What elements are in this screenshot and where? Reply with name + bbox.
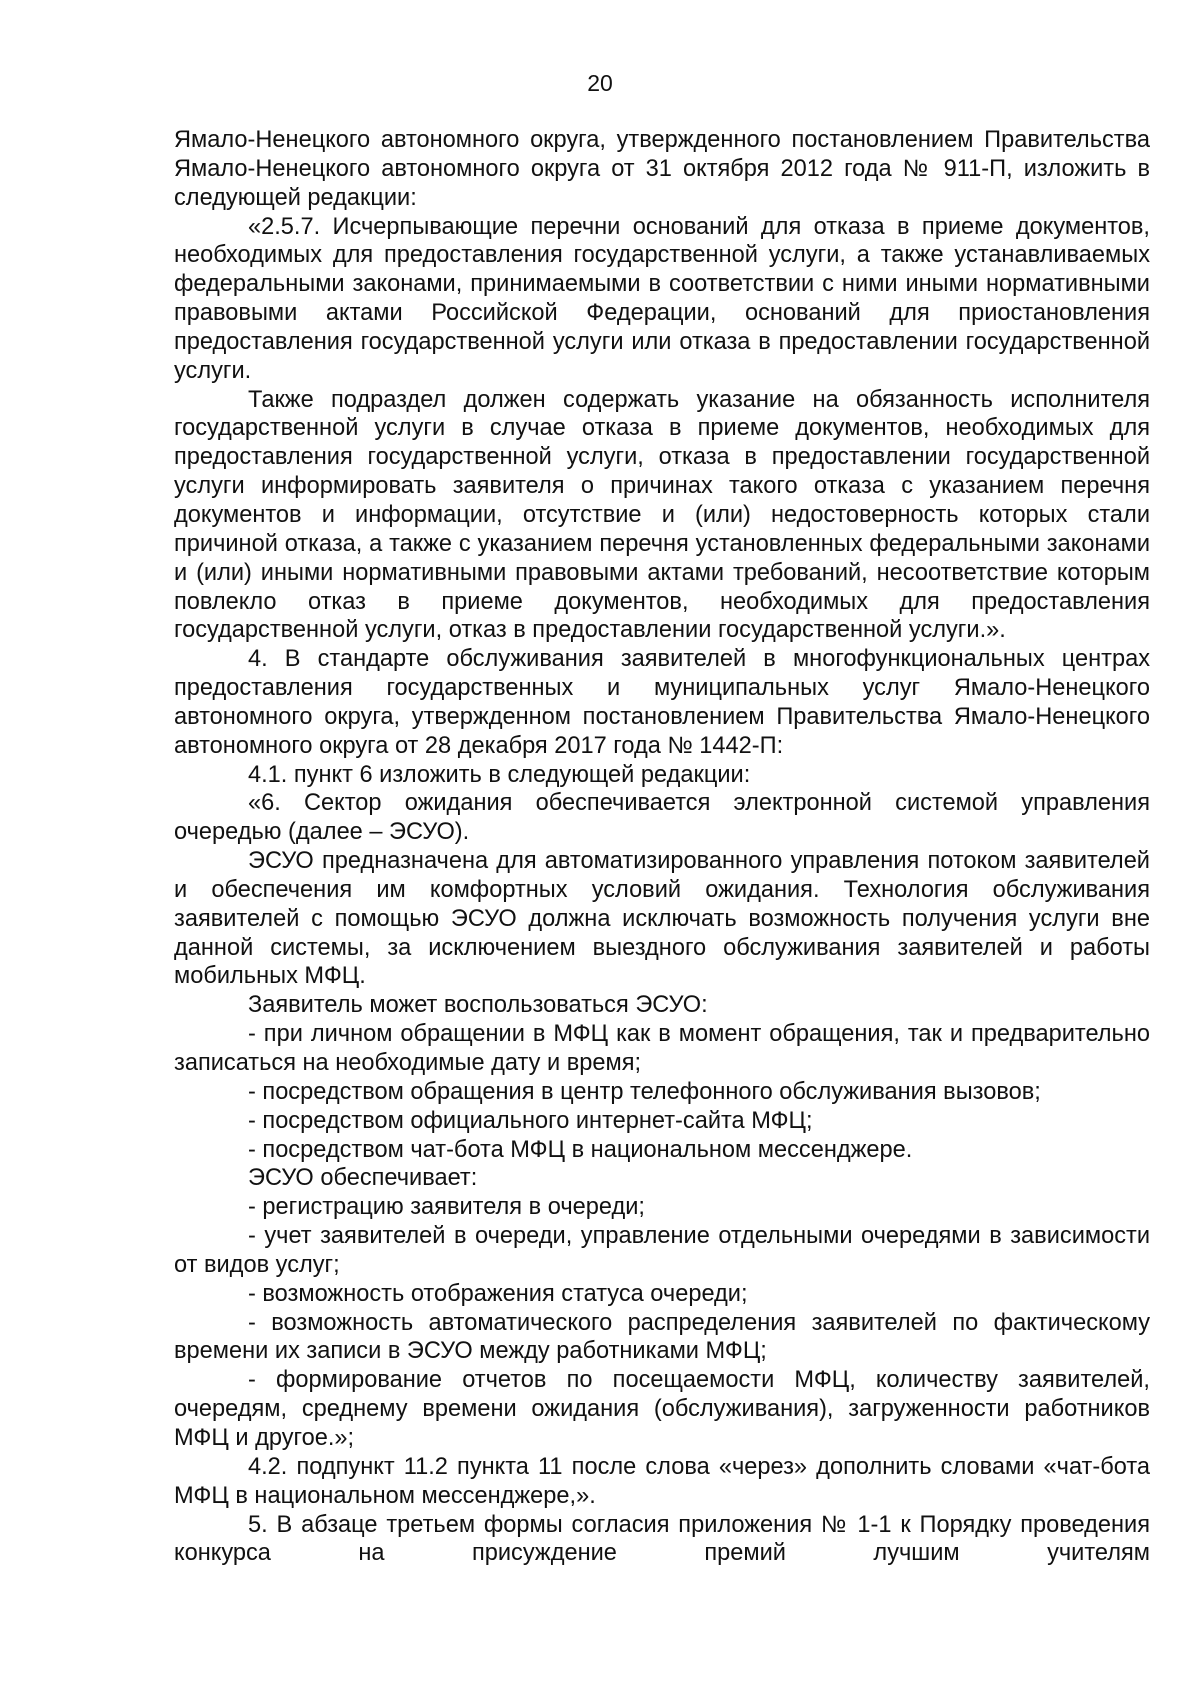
paragraph-2: «2.5.7. Исчерпывающие перечни оснований для отказа в приеме документов, необходимых для предоставления государственной услуги, а также устанавливаемых федеральными законами, принимаемыми в соответствии с ними иными нормативными правовыми актами Российской Федерации, оснований для приостановления предоставления государственной услуги или отказа в предоставлении государственной услуги. xyxy=(174,213,1150,384)
list-item: - возможность отображения статуса очереди; xyxy=(248,1280,748,1307)
paragraph-8: Заявитель может воспользоваться ЭСУО: xyxy=(248,992,708,1019)
list-item: - при личном обращении в МФЦ как в момент обращения, так и предварительно записаться на необходимые дату и время; xyxy=(174,1021,1150,1076)
paragraph-4: 4. В стандарте обслуживания заявителей в многофункциональных центрах предоставления государственных и муниципальных услуг Ямало-Ненецкого автономного округа, утвержденном постановлением Правительства Ямало-Ненецкого автономного округа от 28 декабря 2017 года № 1442-П: xyxy=(174,646,1150,759)
list-item: - возможность автоматического распределения заявителей по фактическому времени их записи в ЭСУО между работниками МФЦ; xyxy=(174,1309,1150,1365)
page-number: 20 xyxy=(587,70,613,96)
list-item: - регистрацию заявителя в очереди; xyxy=(248,1194,645,1221)
paragraph-10: 4.2. подпункт 11.2 пункта 11 после слова «через» дополнить словами «чат-бота МФЦ в национальном мессенджере,». xyxy=(174,1453,1150,1509)
paragraph-1: Ямало-Ненецкого автономного округа, утвержденного постановлением Правительства Ямало-Ненецкого автономного округа от 31 октября 2012 года № 911-П, изложить в следующей редакции: xyxy=(174,127,1150,211)
list-item: - посредством обращения в центр телефонного обслуживания вызовов; xyxy=(248,1078,1041,1105)
paragraph-9: ЭСУО обеспечивает: xyxy=(248,1165,478,1192)
paragraph-5: 4.1. пункт 6 изложить в следующей редакции: xyxy=(248,761,751,788)
paragraph-7: ЭСУО предназначена для автоматизированного управления потоком заявителей и обеспечения им комфортных условий ожидания. Технология обслуживания заявителей с помощью ЭСУО должна исключать возможность получения услуги вне данной системы, за исключением выездного обслуживания заявителей и работы мобильных МФЦ. xyxy=(174,848,1150,990)
list-item: - учет заявителей в очереди, управление отдельными очередями в зависимости от видов услуг; xyxy=(174,1223,1150,1278)
paragraph-11: 5. В абзаце третьем формы согласия приложения № 1-1 к Порядку проведения конкурса на присуждение премий лучшим учителям xyxy=(174,1511,1150,1567)
document-body xyxy=(174,126,1150,1568)
list-item: - посредством официального интернет-сайта МФЦ; xyxy=(248,1107,813,1134)
list-item: - формирование отчетов по посещаемости МФЦ, количеству заявителей, очередям, среднему времени ожидания (обслуживания), загруженности работников МФЦ и другое.»; xyxy=(174,1367,1150,1451)
paragraph-6: «6. Сектор ожидания обеспечивается электронной системой управления очередью (далее – ЭСУО). xyxy=(174,790,1150,846)
list-item: - посредством чат-бота МФЦ в национальном мессенджере. xyxy=(248,1136,913,1163)
paragraph-3: Также подраздел должен содержать указание на обязанность исполнителя государственной услуги в случае отказа в приеме документов, необходимых для предоставления государственной услуги, отказа в предоставлении государственной услуги информировать заявителя о причинах такого отказа с указанием перечня документов и информации, отсутствие и (или) недостоверность которых стали причиной отказа, а также с указанием перечня установленных федеральными законами и (или) иными нормативными правовыми актами требований, несоответствие которым повлекло отказ в приеме документов, необходимых для предоставления государственной услуги, отказ в предоставлении государственной услуги.». xyxy=(174,386,1150,644)
